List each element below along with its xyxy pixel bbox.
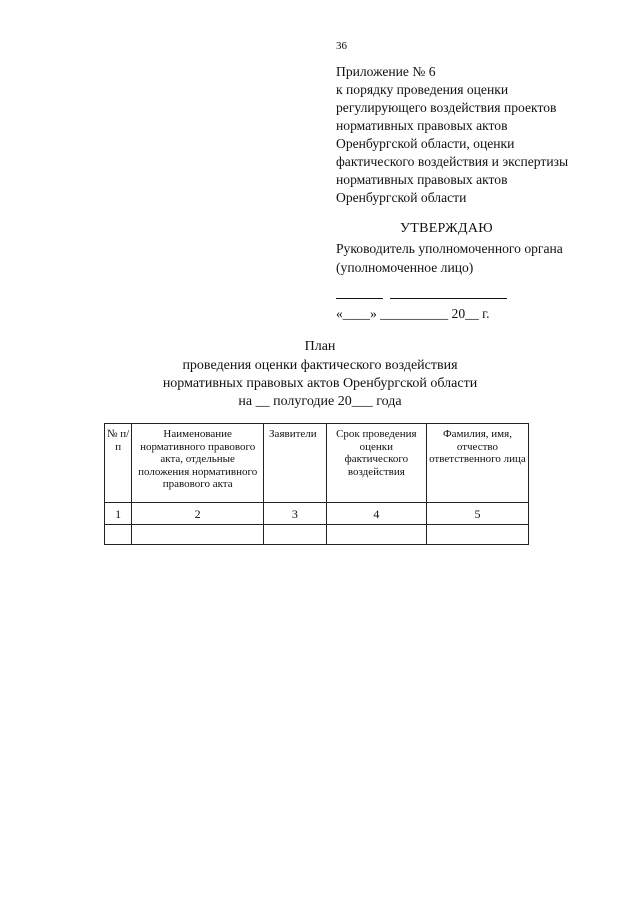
- plan-subtitle-line: нормативных правовых актов Оренбургской области: [162, 376, 478, 391]
- appendix-line: нормативных правовых актов: [336, 118, 508, 133]
- table-header-row: [105, 424, 529, 503]
- approval-position: Руководитель уполномоченного органа: [336, 241, 563, 256]
- table-cell: [264, 524, 327, 544]
- approval-position-note: (уполномоченное лицо): [336, 260, 474, 275]
- plan-title: План: [304, 339, 336, 354]
- column-number: 2: [132, 503, 264, 525]
- header-responsible-person: Фамилия, имя, отчество ответственного лица: [426, 424, 528, 503]
- page-number: 36: [336, 40, 347, 52]
- appendix-line: к порядку проведения оценки: [336, 82, 509, 97]
- appendix-line: Приложение № 6: [336, 64, 436, 79]
- table-cell: [105, 524, 132, 544]
- appendix-line: нормативных правовых актов: [336, 172, 508, 187]
- header-number: № п/п: [105, 424, 132, 503]
- plan-table: [104, 423, 529, 545]
- column-number: 5: [426, 503, 528, 525]
- column-number-row: [105, 503, 529, 525]
- approval-date-line: «____» __________ 20__ г.: [336, 306, 490, 321]
- appendix-line: Оренбургской области, оценки: [336, 136, 515, 151]
- table-cell: [132, 524, 264, 544]
- signature-name-line: [390, 298, 507, 299]
- approval-title: УТВЕРЖДАЮ: [400, 221, 493, 236]
- plan-subtitle-line: на __ полугодие 20___ года: [238, 394, 402, 409]
- column-number: 1: [105, 503, 132, 525]
- plan-subtitle-line: проведения оценки фактического воздействия: [182, 358, 458, 373]
- appendix-block: [336, 63, 626, 207]
- table-cell: [326, 524, 426, 544]
- signature-line: [336, 298, 383, 299]
- header-applicants: Заявители: [264, 424, 327, 503]
- column-number: 3: [264, 503, 327, 525]
- table-row: [105, 524, 529, 544]
- header-assessment-term: Срок проведения оценки фактического воздействия: [326, 424, 426, 503]
- table-cell: [426, 524, 528, 544]
- appendix-line: фактического воздействия и экспертизы: [336, 154, 569, 169]
- approval-block: [336, 239, 563, 277]
- appendix-line: Оренбургской области: [336, 190, 467, 205]
- appendix-line: регулирующего воздействия проектов: [336, 100, 557, 115]
- column-number: 4: [326, 503, 426, 525]
- header-act-name: Наименование нормативного правового акта, отдельные положения нормативного правового акта: [132, 424, 264, 503]
